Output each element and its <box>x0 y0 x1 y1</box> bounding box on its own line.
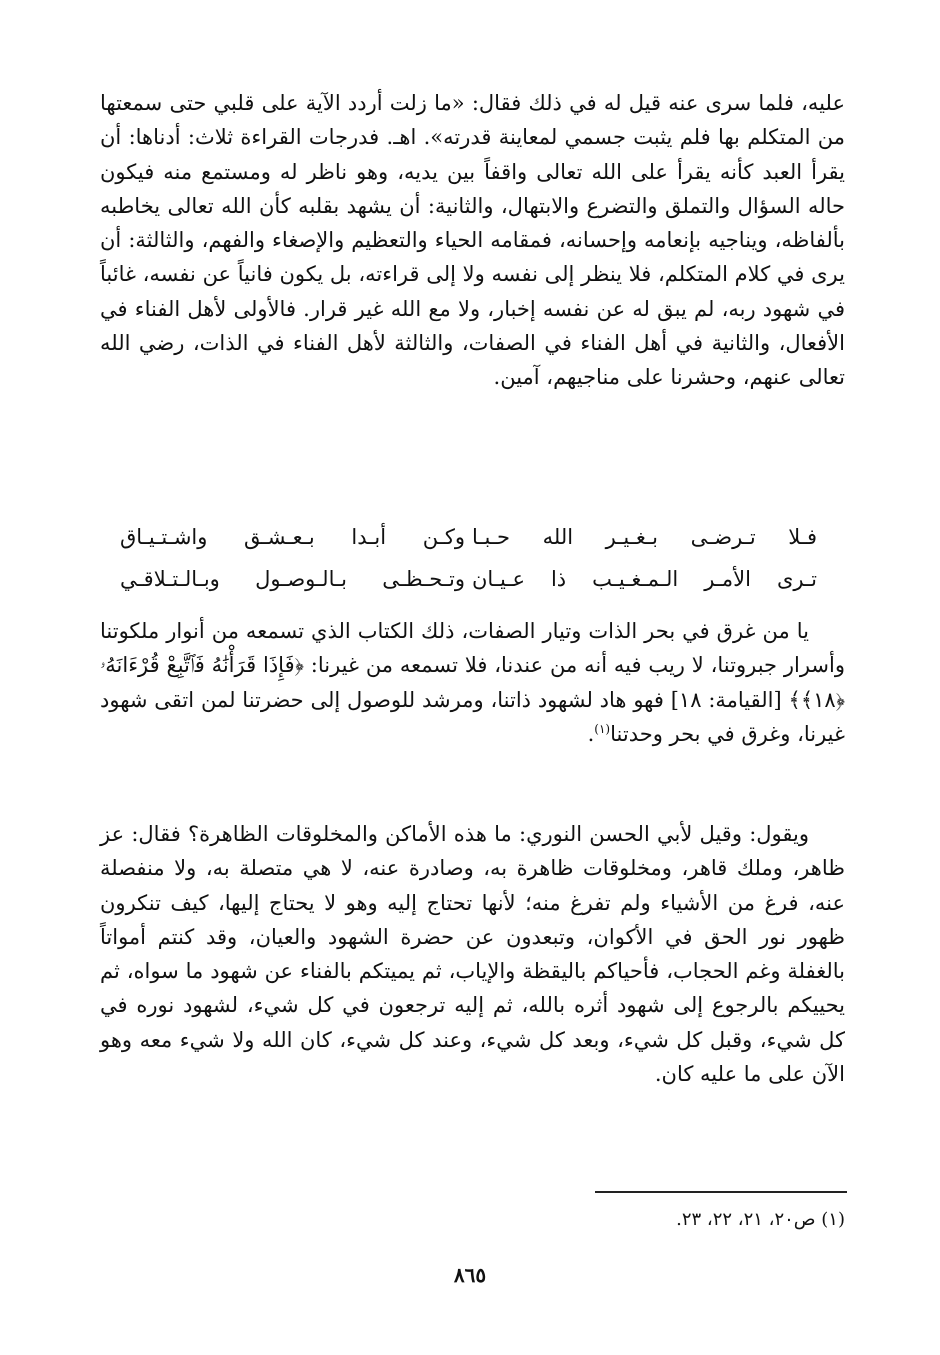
page-number: ٨٦٥ <box>453 1263 487 1287</box>
verse-1-second-hemistich: وكـن أبـدا بـعـشـق واشـتـيـاق <box>120 525 465 549</box>
footnote: (١) ص٢٠، ٢١، ٢٢، ٢٣. <box>676 1209 845 1230</box>
footnote-reference: (١) <box>594 721 611 736</box>
paragraph-2-text: يا من غرق في بحر الذات وتيار الصفات، ذلك الكتاب الذي تسمعه من أنوار ملكوتنا وأسرار جبروتنا، لا ريب فيه أنه من عندنا، فلا تسمعه من غيرنا: ﴿فَإِذَا قَرَأْنَٰهُ فَٱتَّبِعْ قُرْءَانَهُۥ ﴿١٨﴾﴾ [القيامة: ١٨] فهو هاد لشهود ذاتنا، ومرشد للوصول إلى حضرتنا لمن اتقى شهود غيرنا، وغرق في بحر وحدتنا <box>100 619 845 746</box>
verse-2 <box>100 558 845 600</box>
verse-2-first-hemistich: تـرى الأمـر الـمـغـيـب ذا عـيـان <box>472 567 817 591</box>
paragraph-text: ويقول: وقيل لأبي الحسن النوري: ما هذه الأماكن والمخلوقات الظاهرة؟ فقال: عز ظاهر، وملك قاهر، ومخلوقات ظاهرة به، وصادرة عنه، لا هي متصلة به، ولا منفصلة عنه، فرغ من الأشياء ولم تفرغ منه؛ لأنها تحتاج إليه وهو لا يحتاج إليها، كيف تنكرون ظهور نور الحق في الأكوان، وتبعدون عن حضرة الشهود والعيان، وقد كنتم أمواتاً بالغفلة وغم الحجاب، فأحياكم باليقظة والإياب، ثم يميتكم بالفناء عن شهود ما سواه، ثم يحييكم بالرجوع إلى شهود أثره بالله، ثم إليه ترجعون في كل شيء، لشهود نوره في كل شيء، وقبل كل شيء، وبعد كل شيء، وعند كل شيء، كان الله ولا شيء معه وهو الآن على ما عليه كان. <box>100 822 845 1087</box>
verse-1-first-hemistich: فـلا تـرضـى بـغـيـر الله حـبـا <box>472 525 817 549</box>
verse-2-second-hemistich: وتـحـظـى بـالـوصـول وبـالـتـلاقـي <box>120 567 465 591</box>
poem-block <box>100 516 845 600</box>
paragraph-text <box>100 614 845 751</box>
body-paragraph-1 <box>100 86 845 395</box>
body-paragraph-2 <box>100 614 845 751</box>
paragraph-text: عليه، فلما سرى عنه قيل له في ذلك فقال: «ما زلت أردد الآية على قلبي حتى سمعتها من المتكلم بها فلم يثبت جسمي لمعاينة قدرته». اهـ. فدرجات القراءة ثلاث: أدناها: أن يقرأ العبد كأنه يقرأ على الله تعالى واقفاً بين يديه، وهو ناظر له ومستمع منه فيكون حاله السؤال والتملق والتضرع والابتهال، والثانية: أن يشهد بقلبه كأن الله تعالى يخاطبه بألفاظه، ويناجيه بإنعامه وإحسانه، فمقامه الحياء والتعظيم والإصغاء والفهم، والثالثة: أن يرى في كلام المتكلم، فلا ينظر إلى نفسه ولا إلى قراءته، بل يكون فانياً عن نفسه، غائباً في شهود ربه، لم يبق له عن نفسه إخبار، ولا مع الله غير قرار. فالأولى لأهل الفناء في الأفعال، والثانية في أهل الفناء في الصفات، والثالثة لأهل الفناء في الذات، رضي الله تعالى عنهم، وحشرنا على مناجيهم، آمين. <box>100 91 845 390</box>
paragraph-2-end: . <box>587 721 595 746</box>
verse-1 <box>100 516 845 558</box>
footnote-separator <box>595 1191 847 1193</box>
body-paragraph-3 <box>100 817 845 1091</box>
